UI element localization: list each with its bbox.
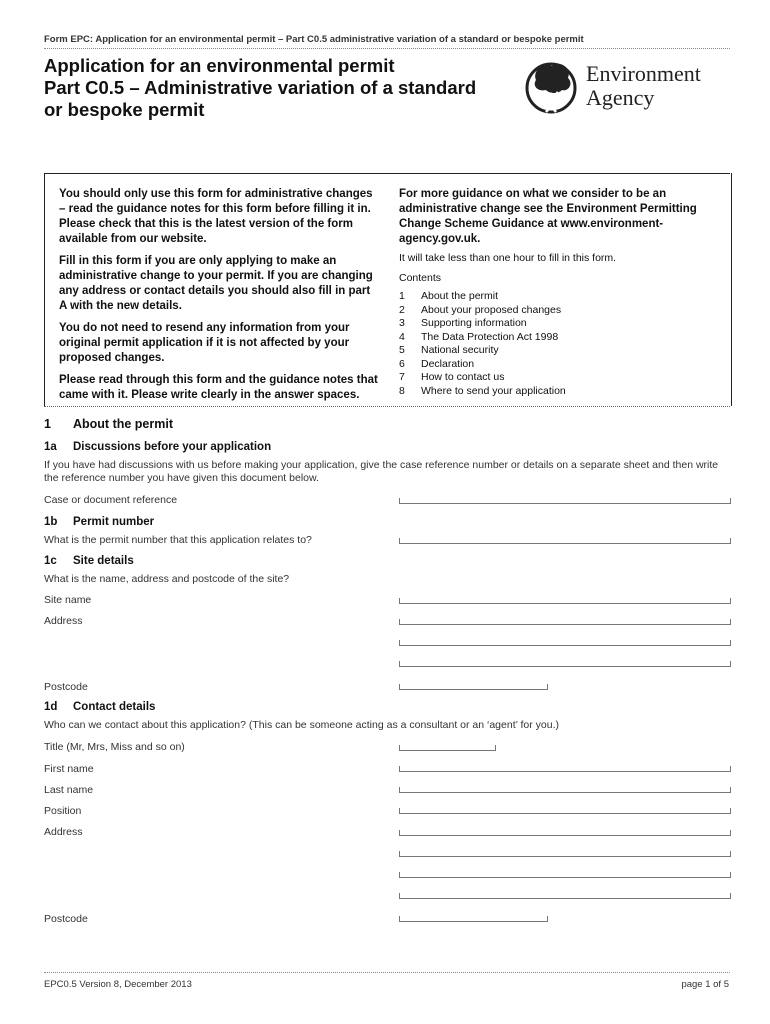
- tree-figure-logo-icon: [522, 58, 580, 114]
- time-note: It will take less than one hour to fill in this form.: [399, 252, 617, 264]
- first-name-field[interactable]: [399, 766, 731, 772]
- section-1-heading: 1 About the permit: [44, 417, 173, 431]
- site-postcode-label: Postcode: [44, 681, 88, 693]
- title-line-3: or bespoke permit: [44, 99, 205, 120]
- section-1b-heading: 1b Permit number: [44, 516, 155, 528]
- contact-address-line-1[interactable]: [399, 830, 731, 836]
- contact-address-line-4[interactable]: [399, 893, 731, 899]
- contact-address-label: Address: [44, 826, 83, 838]
- last-name-label: Last name: [44, 784, 94, 796]
- running-header: Form EPC: Application for an environmental permit – Part C0.5 administrative variation of a standard or bespoke permit: [44, 34, 584, 45]
- contact-address-line-3[interactable]: [399, 872, 731, 878]
- case-reference-label: Case or document reference: [44, 494, 178, 506]
- site-address-label: Address: [44, 615, 83, 627]
- site-details-question: What is the name, address and postcode of the site?: [44, 573, 290, 585]
- last-name-field[interactable]: [399, 787, 731, 793]
- guidance-text: For more guidance on what we consider to be an administrative change see the Environment Permitting Change Scheme Guidance at www.environment-agency.gov.uk.: [399, 188, 697, 245]
- site-address-line-3[interactable]: [399, 661, 731, 667]
- contents-list: [399, 290, 729, 398]
- intro-instructions: [59, 187, 379, 410]
- contents-label: Contents: [399, 272, 442, 284]
- contact-title-field[interactable]: [399, 745, 496, 751]
- site-address-line-1[interactable]: [399, 619, 731, 625]
- section-1a-heading: 1a Discussions before your application: [44, 441, 272, 453]
- footer-page-number: page 1 of 5: [681, 979, 729, 990]
- contact-address-line-2[interactable]: [399, 851, 731, 857]
- permit-number-field[interactable]: [399, 538, 731, 544]
- contact-postcode-label: Postcode: [44, 913, 88, 925]
- permit-number-question: What is the permit number that this application relates to?: [44, 534, 312, 546]
- footer-divider: [44, 972, 730, 973]
- contents-item: 4 The Data Protection Act 1998: [399, 330, 559, 343]
- header-divider: [44, 48, 730, 49]
- contact-title-label: Title (Mr, Mrs, Miss and so on): [44, 741, 185, 753]
- intro-guidance: [399, 187, 729, 398]
- title-line-1: Application for an environmental permit: [44, 55, 395, 76]
- position-field[interactable]: [399, 808, 731, 814]
- site-postcode-field[interactable]: [399, 684, 548, 690]
- contents-item: 7 How to contact us: [399, 371, 505, 383]
- contact-postcode-field[interactable]: [399, 916, 548, 922]
- intro-paragraph: Fill in this form if you are only applying to make an administrative change to your permit. If you are changing any address or contact details you should also fill in part A with the new details.: [59, 255, 373, 312]
- logo-line-1: Environment: [586, 61, 701, 86]
- section-1c-heading: 1c Site details: [44, 555, 134, 567]
- site-name-field[interactable]: [399, 598, 731, 604]
- agency-logo-text: [586, 62, 701, 110]
- first-name-label: First name: [44, 763, 94, 775]
- contents-item: 2 About your proposed changes: [399, 303, 562, 316]
- position-label: Position: [44, 805, 82, 817]
- logo-line-2: Agency: [586, 85, 655, 110]
- case-reference-field[interactable]: [399, 498, 731, 504]
- intro-paragraph: Please read through this form and the guidance notes that came with it. Please write clearly in the answer spaces.: [59, 374, 378, 401]
- title-line-2: Part C0.5 – Administrative variation of a standard: [44, 77, 477, 98]
- site-name-label: Site name: [44, 594, 92, 606]
- section-1a-description: If you have had discussions with us before making your application, give the case reference number or details on a separate sheet and then write the reference number you have given this document below.: [44, 459, 719, 484]
- contents-item: 6 Declaration: [399, 357, 475, 370]
- contents-item: 8 Where to send your application: [399, 384, 566, 397]
- footer-version: EPC0.5 Version 8, December 2013: [44, 979, 192, 990]
- contents-item: 1 About the permit: [399, 290, 499, 302]
- contents-item: 5 National security: [399, 344, 499, 356]
- contents-item: 3 Supporting information: [399, 317, 527, 329]
- intro-paragraph: You do not need to resend any information from your original permit application if it is not affected by your proposed changes.: [59, 322, 350, 364]
- page-title: [44, 55, 504, 121]
- intro-paragraph: You should only use this form for administrative changes – read the guidance notes for this form before filling it in. Please check that this is the latest version of the form available from our website.: [59, 188, 373, 245]
- contact-details-question: Who can we contact about this application? (This can be someone acting as a consultant or an ‘agent’ for you.): [44, 719, 559, 731]
- site-address-line-2[interactable]: [399, 640, 731, 646]
- section-1d-heading: 1d Contact details: [44, 701, 156, 713]
